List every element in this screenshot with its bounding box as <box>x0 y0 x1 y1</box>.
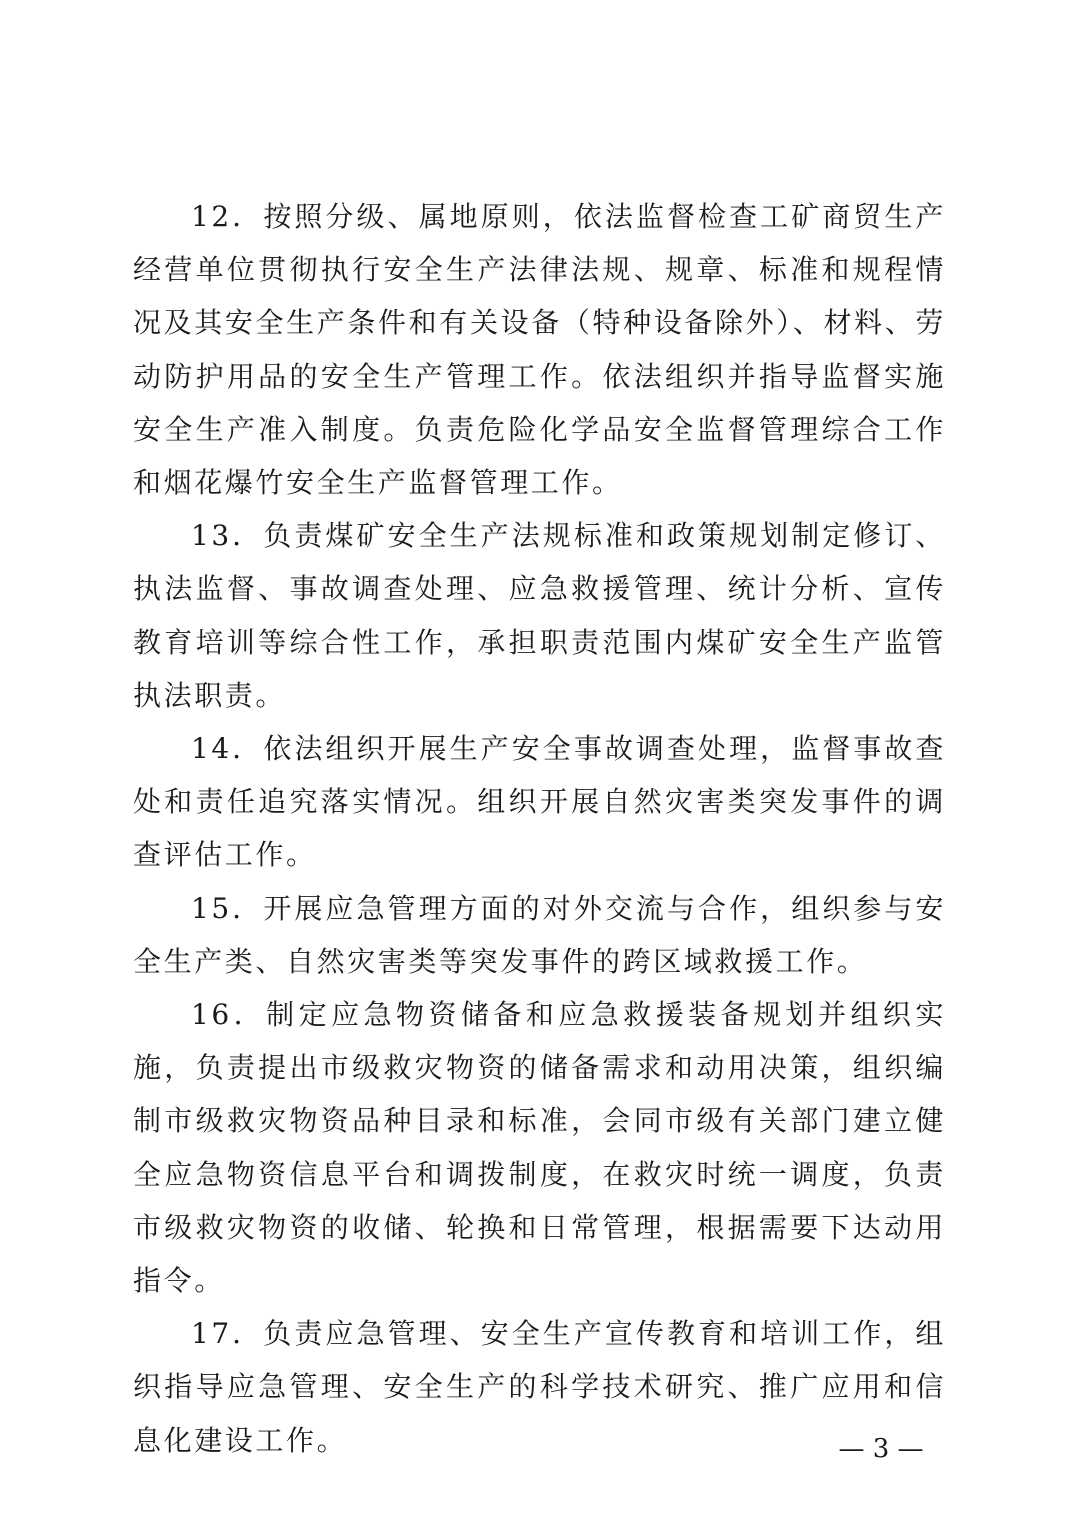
paragraph-13: 13．负责煤矿安全生产法规标准和政策规划制定修订、执法监督、事故调查处理、应急救援管理、统计分析、宣传教育培训等综合性工作，承担职责范围内煤矿安全生产监管执法职责。 <box>133 519 946 712</box>
paragraph-17: 17．负责应急管理、安全生产宣传教育和培训工作，组织指导应急管理、安全生产的科学技术研究、推广应用和信息化建设工作。 <box>133 1317 946 1457</box>
document-body <box>133 190 946 1467</box>
paragraph-12: 12．按照分级、属地原则，依法监督检查工矿商贸生产经营单位贯彻执行安全生产法律法规、规章、标准和规程情况及其安全生产条件和有关设备（特种设备除外）、材料、劳动防护用品的安全生产管理工作。依法组织并指导监督实施安全生产准入制度。负责危险化学品安全监督管理综合工作和烟花爆竹安全生产监督管理工作。 <box>133 200 946 500</box>
paragraph-16: 16．制定应急物资储备和应急救援装备规划并组织实施，负责提出市级救灾物资的储备需求和动用决策，组织编制市级救灾物资品种目录和标准，会同市级有关部门建立健全应急物资信息平台和调拨制度，在救灾时统一调度，负责市级救灾物资的收储、轮换和日常管理，根据需要下达动用指令。 <box>133 998 946 1298</box>
page-number: — 3 — <box>838 1434 924 1464</box>
paragraph-14: 14．依法组织开展生产安全事故调查处理，监督事故查处和责任追究落实情况。组织开展自然灾害类突发事件的调查评估工作。 <box>133 732 946 872</box>
paragraph-15: 15．开展应急管理方面的对外交流与合作，组织参与安全生产类、自然灾害类等突发事件的跨区域救援工作。 <box>133 891 946 978</box>
